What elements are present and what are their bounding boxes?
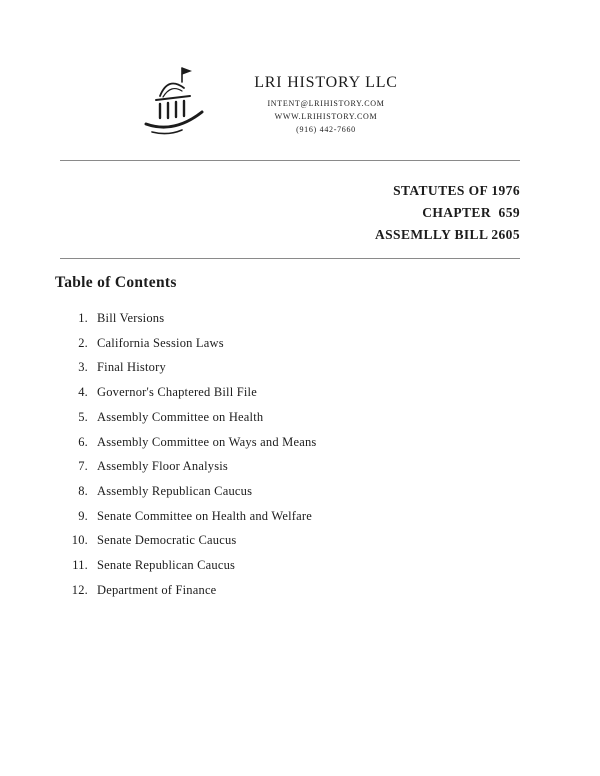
company-block (226, 62, 426, 136)
statute-heading (375, 180, 520, 246)
toc-item-number: 4. (78, 385, 88, 400)
toc-item (58, 578, 316, 603)
toc-item-number: 11. (72, 558, 88, 573)
toc-item-label: Senate Republican Caucus (97, 558, 236, 573)
toc-item-label: Governor's Chaptered Bill File (97, 385, 257, 400)
company-email: INTENT@LRIHISTORY.COM (267, 99, 385, 108)
toc-item-number: 1. (78, 311, 88, 325)
statute-line-bill: ASSEMLLY BILL 2605 (374, 227, 520, 242)
company-phone: (916) 442-7660 (296, 125, 356, 134)
divider-bottom (60, 258, 520, 259)
toc-item-label: Department of Finance (97, 582, 217, 597)
toc-item (58, 479, 316, 504)
toc-item (58, 430, 316, 455)
toc-item-number: 7. (78, 459, 88, 474)
toc-item-label: Assembly Floor Analysis (97, 459, 228, 474)
statute-line-chapter: CHAPTER 659 (422, 205, 520, 220)
toc-item (58, 405, 316, 430)
toc-item (58, 355, 316, 380)
toc-item-label: Assembly Republican Caucus (97, 483, 253, 498)
toc-item (58, 380, 316, 405)
toc-item (58, 306, 316, 331)
toc-item-number: 2. (78, 335, 88, 350)
toc-title: Table of Contents (55, 274, 177, 291)
toc-item-number: 5. (78, 409, 88, 424)
toc-item-number: 9. (78, 508, 88, 523)
toc-item-number: 10. (71, 533, 88, 548)
toc-item (58, 454, 316, 479)
statute-line-year: STATUTES OF 1976 (393, 183, 520, 198)
company-website: WWW.LRIHISTORY.COM (274, 112, 378, 121)
toc-item-label: Assembly Committee on Ways and Means (97, 434, 317, 449)
toc-item-number: 8. (78, 483, 88, 498)
toc-item-label: Final History (97, 360, 166, 375)
letterhead (138, 62, 426, 138)
toc-item-label: Assembly Committee on Health (97, 409, 264, 424)
toc-item-label: Senate Committee on Health and Welfare (97, 508, 312, 523)
toc-item-label: Senate Democratic Caucus (97, 533, 237, 548)
toc-item (58, 528, 316, 553)
toc-list (58, 306, 316, 602)
capitol-sketch-logo (138, 62, 210, 138)
toc-item-label: California Session Laws (97, 335, 224, 350)
toc-item (58, 553, 316, 578)
toc-item-number: 6. (78, 434, 88, 449)
toc-item (58, 331, 316, 356)
toc-item (58, 504, 316, 529)
toc-item-number: 12. (71, 582, 88, 597)
toc-item-number: 3. (78, 360, 88, 375)
divider-top (60, 160, 520, 161)
company-name: LRI HISTORY LLC (254, 74, 398, 91)
toc-item-label: Bill Versions (97, 311, 165, 325)
